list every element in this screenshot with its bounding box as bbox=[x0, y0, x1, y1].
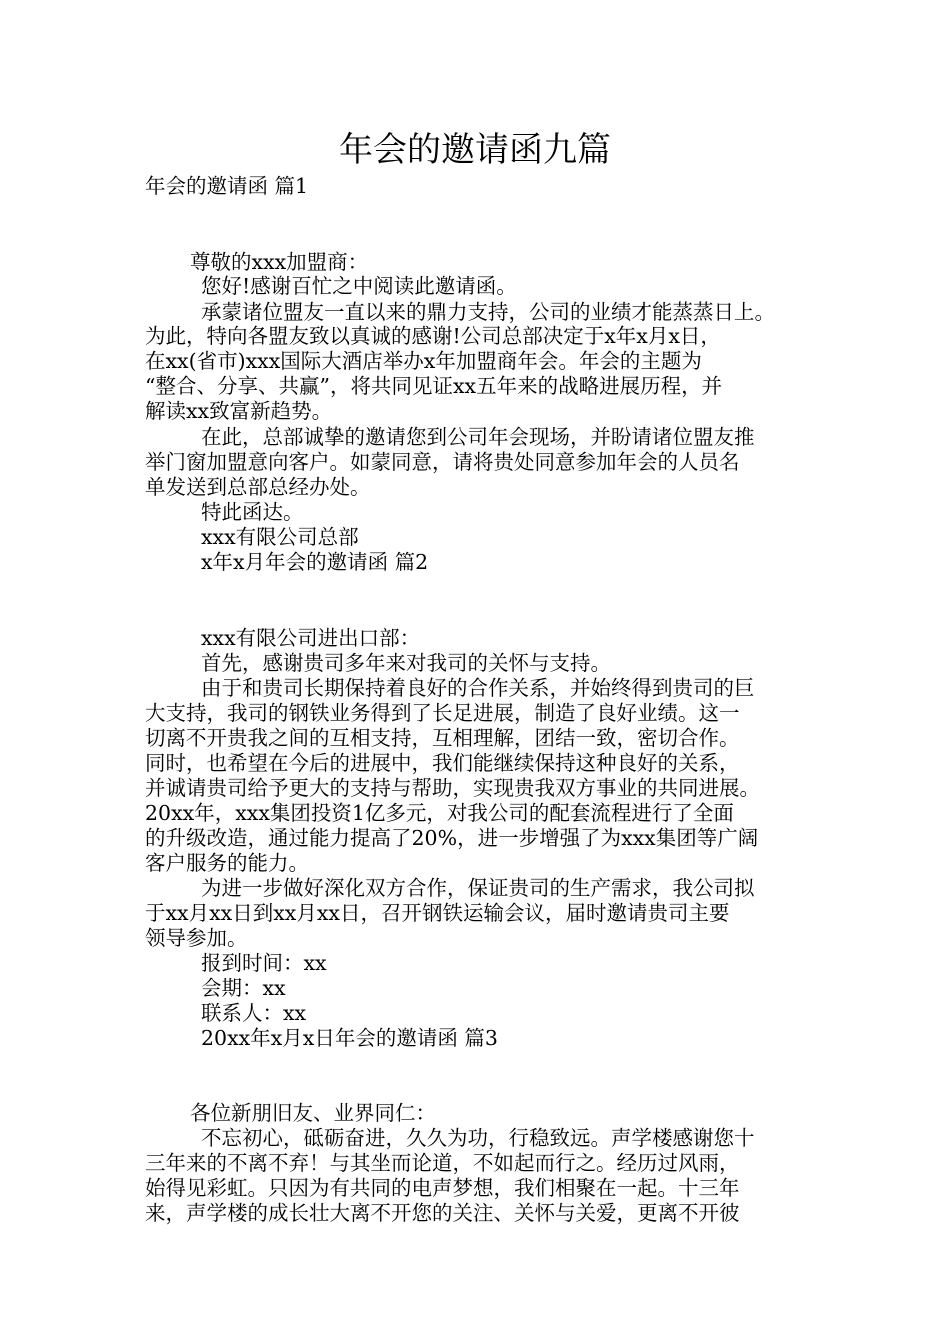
paragraph-line: 为进一步做好深化双方合作，保证贵司的生产需求，我公司拟 bbox=[201, 876, 755, 900]
section-heading: x年x月年会的邀请函 篇2 bbox=[201, 550, 429, 574]
signature-line: xxx有限公司总部 bbox=[201, 525, 359, 549]
paragraph-line: 的升级改造，通过能力提高了20%，进一步增强了为xxx集团等广阔 bbox=[145, 826, 759, 850]
paragraph-line: 在此，总部诚挚的邀请您到公司年会现场，并盼请诸位盟友推 bbox=[201, 425, 755, 449]
paragraph-line: 特此函达。 bbox=[201, 500, 304, 524]
paragraph-line: 大支持，我司的钢铁业务得到了长足进展，制造了良好业绩。这一 bbox=[145, 701, 740, 725]
paragraph-line: 三年来的不离不弃！与其坐而论道，不如起而行之。经历过风雨， bbox=[145, 1151, 740, 1175]
paragraph-line: 客户服务的能力。 bbox=[145, 851, 309, 875]
paragraph-line: 切离不开贵我之间的互相支持，互相理解，团结一致，密切合作。 bbox=[145, 726, 740, 750]
detail-line: 报到时间：xx bbox=[201, 951, 327, 975]
paragraph-line: 始得见彩虹。只因为有共同的电声梦想，我们相聚在一起。十三年 bbox=[145, 1176, 740, 1200]
salutation: xxx有限公司进出口部： bbox=[201, 626, 421, 650]
paragraph-line: 20xx年，xxx集团投资1亿多元，对我公司的配套流程进行了全面 bbox=[145, 801, 734, 825]
paragraph-line: 来，声学楼的成长壮大离不开您的关注、关怀与关爱，更离不开彼 bbox=[145, 1201, 740, 1225]
document-title: 年会的邀请函九篇 bbox=[339, 130, 611, 170]
paragraph-line: 单发送到总部总经办处。 bbox=[145, 475, 371, 499]
section-heading: 20xx年x月x日年会的邀请函 篇3 bbox=[201, 1026, 498, 1050]
paragraph-line: 同时，也希望在今后的进展中，我们能继续保持这种良好的关系， bbox=[145, 751, 740, 775]
paragraph-line: 首先，感谢贵司多年来对我司的关怀与支持。 bbox=[201, 651, 611, 675]
paragraph-line: 不忘初心，砥砺奋进，久久为功，行稳致远。声学楼感谢您十 bbox=[201, 1126, 755, 1150]
paragraph-line: 为此，特向各盟友致以真诚的感谢!公司总部决定于x年x月x日， bbox=[145, 324, 721, 348]
detail-line: 联系人：xx bbox=[201, 1001, 307, 1025]
section-heading: 年会的邀请函 篇1 bbox=[145, 174, 309, 198]
detail-line: 会期：xx bbox=[201, 976, 286, 1000]
paragraph-line: 由于和贵司长期保持着良好的合作关系，并始终得到贵司的巨 bbox=[201, 676, 755, 700]
paragraph-line: “整合、分享、共赢”，将共同见证xx五年来的战略进展历程，并 bbox=[145, 374, 723, 398]
paragraph-line: 解读xx致富新趋势。 bbox=[145, 399, 333, 423]
paragraph-line: 举门窗加盟意向客户。如蒙同意，请将贵处同意参加年会的人员名 bbox=[145, 450, 740, 474]
paragraph-line: 承蒙诸位盟友一直以来的鼎力支持，公司的业绩才能蒸蒸日上。 bbox=[201, 300, 775, 324]
paragraph-line: 您好!感谢百忙之中阅读此邀请函。 bbox=[201, 274, 517, 298]
paragraph-line: 在xx(省市)xxx国际大酒店举办x年加盟商年会。年会的主题为 bbox=[145, 349, 702, 373]
salutation: 各位新朋旧友、业界同仁： bbox=[190, 1101, 436, 1125]
paragraph-line: 并诚请贵司给予更大的支持与帮助，实现贵我双方事业的共同进展。 bbox=[145, 776, 760, 800]
paragraph-line: 领导参加。 bbox=[145, 926, 248, 950]
salutation: 尊敬的xxx加盟商： bbox=[190, 250, 369, 274]
paragraph-line: 于xx月xx日到xx月xx日，召开钢铁运输会议，届时邀请贵司主要 bbox=[145, 901, 730, 925]
